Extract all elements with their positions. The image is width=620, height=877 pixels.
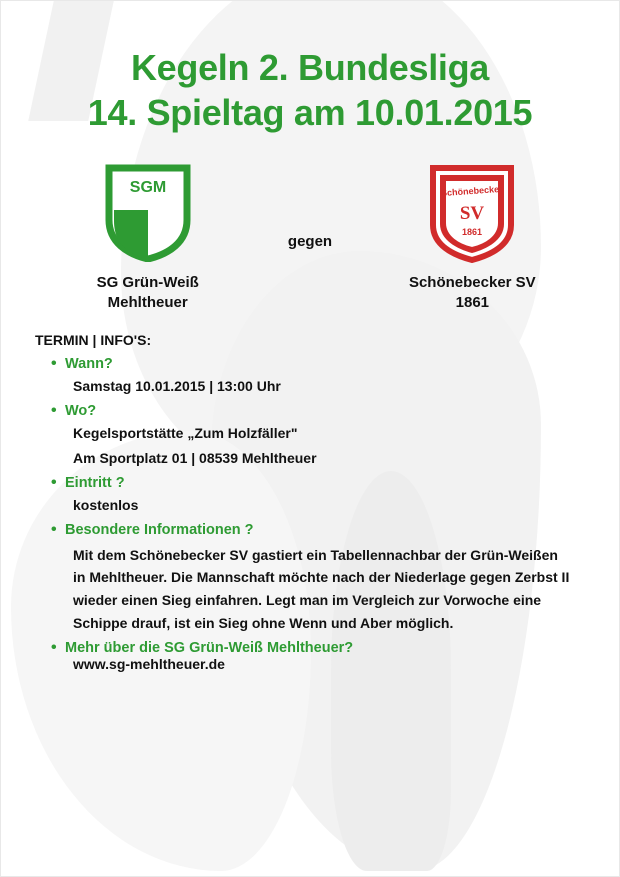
section-heading: TERMIN | INFO'S:	[35, 331, 152, 348]
info-answer: kostenlos	[73, 496, 139, 513]
info-answer: Am Sportplatz 01 | 08539 Mehltheuer	[73, 449, 317, 466]
svg-text:SV: SV	[460, 203, 485, 224]
versus-label: gegen	[287, 233, 333, 250]
home-crest	[53, 163, 242, 263]
sgm-shield-icon	[105, 164, 191, 262]
info-answer: Kegelsportstätte „Zum Holzfäller"	[73, 424, 298, 441]
list-item	[51, 640, 585, 674]
list-item	[51, 522, 585, 635]
info-answer: Samstag 10.01.2015 | 13:00 Uhr	[73, 377, 281, 394]
away-club	[378, 163, 567, 314]
info-question: • Wann?	[51, 356, 585, 372]
more-info-question: • Mehr über die SG Grün-Weiß Mehltheuer?	[51, 640, 585, 656]
away-club-name-line1: Schönebecker SV	[408, 274, 536, 291]
list-item	[51, 475, 585, 516]
home-club-name	[53, 273, 242, 314]
home-club-name-line2: Mehltheuer	[107, 294, 188, 312]
matchup-row	[35, 163, 585, 314]
title-line-2: 14. Spieltag am 10.01.2015	[87, 92, 533, 133]
info-question: • Eintritt ?	[51, 475, 585, 491]
svg-text:Schönebecker: Schönebecker	[441, 183, 504, 199]
page-title	[35, 1, 585, 135]
away-crest	[378, 163, 567, 263]
info-question: • Wo?	[51, 403, 585, 419]
title-line-1: Kegeln 2. Bundesliga	[130, 47, 490, 88]
schoenebecker-sv-crest-icon	[425, 163, 519, 263]
info-list	[35, 356, 585, 675]
home-club	[53, 163, 242, 314]
away-club-name-line2: 1861	[455, 294, 490, 312]
poster-content	[1, 1, 619, 674]
website-link[interactable]: www.sg-mehltheuer.de	[73, 656, 225, 673]
info-question: • Besondere Informationen ?	[51, 522, 585, 538]
home-club-name-line1: SG Grün-Weiß	[96, 274, 199, 291]
svg-text:1861: 1861	[462, 227, 483, 237]
away-club-name	[378, 273, 567, 314]
list-item	[51, 356, 585, 397]
info-paragraph: Mit dem Schönebecker SV gastiert ein Tabellennachbar der Grün-Weißen in Mehltheuer. Die Mannschaft möchte nach der Niederlage gegen Zerbst II wieder einen Sieg einfahren. Legt man im Vergleich zur Vorwoche eine Schippe drauf, ist ein Sieg ohne Wenn und Aber möglich.	[73, 546, 570, 631]
list-item	[51, 403, 585, 469]
svg-text:SGM: SGM	[129, 179, 166, 196]
